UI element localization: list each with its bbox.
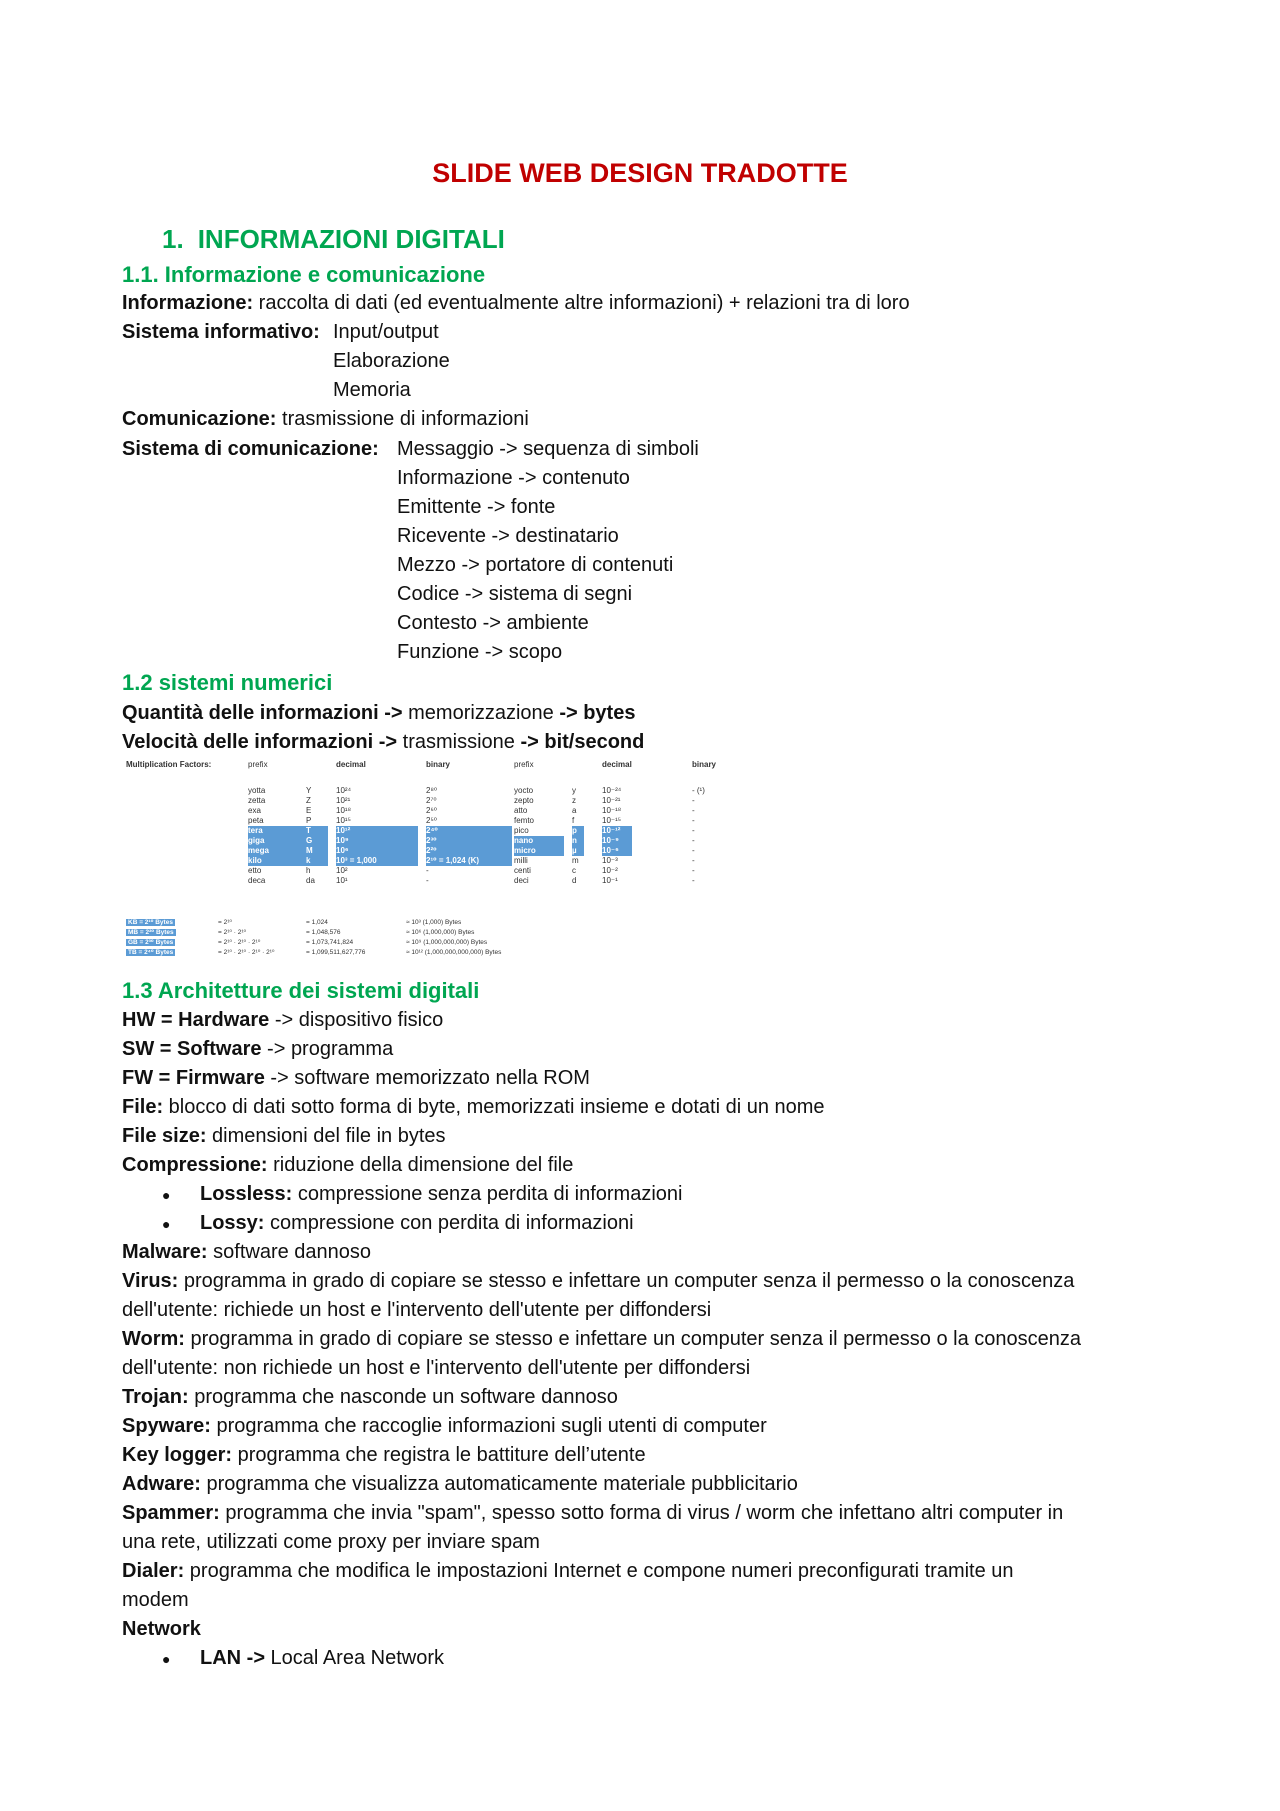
table-cell: kilo	[248, 856, 328, 866]
table-cell: 10⁻²	[602, 866, 618, 875]
term: Spyware:	[122, 1415, 211, 1437]
definition-virus	[122, 1270, 1074, 1293]
table-cell: 2⁷⁰	[426, 796, 437, 805]
term: Trojan:	[122, 1386, 189, 1408]
header-decimal: decimal	[602, 760, 632, 769]
table-cell: 2³⁰	[426, 836, 512, 846]
table-cell: Y	[306, 786, 312, 795]
list-item-lan	[162, 1647, 444, 1670]
term: Sistema informativo:	[122, 321, 320, 343]
definition-sw	[122, 1038, 393, 1061]
table-cell: 10³ = 1,000	[336, 856, 418, 866]
table-cell: 10⁻⁹	[602, 836, 632, 846]
sistema-comunicazione-item: Emittente -> fonte	[397, 496, 556, 518]
table-cell: ≈ 10⁶ (1,000,000) Bytes	[406, 929, 475, 936]
definition-key-logger	[122, 1444, 646, 1467]
table-cell: -	[692, 796, 695, 805]
table-cell: zetta	[248, 796, 266, 805]
definition: programma che invia "spam", spesso sotto forma di virus / worm che infettano altri computer in	[219, 1502, 1064, 1524]
table-cell: 10¹⁸	[336, 806, 351, 815]
term: File:	[122, 1096, 164, 1118]
table-cell: = 2¹⁰ · 2¹⁰ · 2¹⁰	[218, 939, 261, 946]
table-cell: tera	[248, 826, 328, 836]
term: Informazione:	[122, 292, 254, 314]
definition: trasmissione di informazioni	[276, 408, 529, 430]
section-heading-1	[162, 224, 505, 255]
term: Firmware	[175, 1067, 265, 1089]
subsection-heading-1-1: 1.1. Informazione e comunicazione	[122, 262, 486, 287]
table-cell: z	[572, 796, 576, 805]
column-small-prefix	[514, 786, 564, 886]
table-cell: y	[572, 786, 576, 795]
table-cell: 10⁻²⁴	[602, 786, 622, 795]
sistema-informativo-item: Memoria	[333, 379, 411, 401]
column-approx	[406, 918, 501, 958]
table-cell: ≈ 10¹² (1,000,000,000,000) Bytes	[406, 949, 502, 956]
term-network	[122, 1618, 201, 1641]
bullet-icon: ●	[162, 1216, 171, 1232]
value: memorizzazione	[402, 702, 560, 724]
definition: programma che raccoglie informazioni sugli utenti di computer	[210, 1415, 767, 1437]
table-cell: 2²⁰	[426, 846, 512, 856]
table-cell: c	[572, 866, 576, 875]
term: Hardware	[178, 1009, 270, 1031]
table-cell: femto	[514, 816, 535, 825]
unit: -> bit/second	[520, 731, 645, 753]
term: Lossless:	[200, 1183, 293, 1205]
definition-dialer-cont: modem	[122, 1589, 189, 1611]
definition-fw	[122, 1067, 590, 1090]
table-cell: E	[306, 806, 312, 815]
column-big-decimal	[336, 786, 418, 886]
definition-adware	[122, 1473, 798, 1496]
table-cell: P	[306, 816, 312, 825]
table-cell: da	[306, 876, 315, 885]
definition: -> software memorizzato nella ROM	[264, 1067, 590, 1089]
definition-compressione	[122, 1154, 573, 1177]
velocita-line	[122, 731, 644, 754]
column-big-binary	[426, 786, 512, 886]
definition-spammer-cont: una rete, utilizzati come proxy per inviare spam	[122, 1531, 540, 1553]
table-cell: h	[306, 866, 311, 875]
table-cell: -	[692, 856, 695, 865]
table-cell: 10⁻¹⁵	[602, 816, 622, 825]
header-prefix: prefix	[514, 760, 534, 769]
table-cell: pico	[514, 826, 529, 835]
table-cell: 10⁻³	[602, 856, 618, 865]
table-cell: 2¹⁰ = 1,024 (K)	[426, 856, 512, 866]
table-cell: centi	[514, 866, 531, 875]
definition-comunicazione	[122, 408, 529, 431]
list-item-lossless	[162, 1183, 683, 1206]
term: File size:	[122, 1125, 207, 1147]
definition: programma che nasconde un software dannoso	[188, 1386, 618, 1408]
table-cell: 10⁻¹²	[602, 826, 632, 836]
table-cell: M	[306, 846, 328, 856]
term: Compressione:	[122, 1154, 268, 1176]
table-cell: ≈ 10⁹ (1,000,000,000) Bytes	[406, 939, 488, 946]
table-cell: -	[692, 826, 695, 835]
definition: programma in grado di copiare se stesso e infettare un computer senza il permesso o la conoscenza	[184, 1328, 1081, 1350]
table-cell: -	[692, 876, 695, 885]
bullet-icon: ●	[162, 1187, 171, 1203]
table-cell: d	[572, 876, 577, 885]
table-cell: f	[572, 816, 575, 825]
term: HW =	[122, 1009, 179, 1031]
sistema-comunicazione-item: Mezzo -> portatore di contenuti	[397, 554, 674, 576]
table-cell: MB = 2²⁰ Bytes	[128, 929, 174, 936]
term: Spammer:	[122, 1502, 220, 1524]
sistema-comunicazione-item: Contesto -> ambiente	[397, 612, 589, 634]
table-cell: micro	[514, 846, 564, 856]
definition: blocco di dati sotto forma di byte, memorizzati insieme e dotati di un nome	[163, 1096, 825, 1118]
term: Lossy:	[200, 1212, 265, 1234]
sistema-comunicazione-item: Ricevente -> destinatario	[397, 525, 619, 547]
table-cell: -	[692, 866, 695, 875]
table-label: Multiplication Factors:	[126, 760, 212, 769]
table-cell: etto	[248, 866, 262, 875]
value: trasmissione	[397, 731, 521, 753]
table-cell: = 1,024	[306, 919, 328, 926]
term: Malware:	[122, 1241, 208, 1263]
table-cell: = 1,073,741,824	[306, 939, 354, 946]
term: Dialer:	[122, 1560, 185, 1582]
definition-hw	[122, 1009, 443, 1032]
definition-dialer	[122, 1560, 1014, 1583]
table-cell: n	[572, 836, 584, 846]
table-cell: 10⁻⁶	[602, 846, 632, 856]
column-small-symbol	[572, 786, 584, 886]
sistema-comunicazione-term	[122, 438, 379, 461]
table-cell: peta	[248, 816, 264, 825]
bytes-table	[126, 918, 646, 964]
definition: programma che modifica le impostazioni Internet e compone numeri preconfigurati tramite un	[184, 1560, 1014, 1582]
list-item-lossy	[162, 1212, 634, 1235]
table-cell: a	[572, 806, 577, 815]
table-cell: p	[572, 826, 584, 836]
term: FW =	[122, 1067, 176, 1089]
table-cell: 10¹	[336, 876, 348, 885]
table-cell: TB = 2⁴⁰ Bytes	[128, 949, 174, 956]
table-cell: = 2¹⁰ · 2¹⁰	[218, 929, 247, 936]
unit: -> bytes	[559, 702, 636, 724]
table-cell: giga	[248, 836, 328, 846]
table-cell: 10¹⁵	[336, 816, 351, 825]
term: Adware:	[122, 1473, 201, 1495]
table-cell: -	[426, 876, 429, 885]
sistema-comunicazione-item: Codice -> sistema di segni	[397, 583, 633, 605]
table-cell: 2⁵⁰	[426, 816, 437, 825]
term: Sistema di comunicazione:	[122, 438, 379, 460]
definition-spammer	[122, 1502, 1063, 1525]
table-cell: -	[692, 846, 695, 855]
table-cell: deci	[514, 876, 529, 885]
table-cell: -	[692, 806, 695, 815]
table-cell: 10¹²	[336, 826, 418, 836]
header-decimal: decimal	[336, 760, 366, 769]
table-cell: - (¹)	[692, 786, 705, 795]
sistema-comunicazione-item: Messaggio -> sequenza di simboli	[397, 438, 699, 460]
definition-informazione	[122, 292, 910, 315]
table-cell: yocto	[514, 786, 534, 795]
definition: -> dispositivo fisico	[269, 1009, 444, 1031]
table-cell: 10⁻¹	[602, 876, 618, 885]
table-cell: 2⁶⁰	[426, 806, 437, 815]
definition: compressione con perdita di informazioni	[264, 1212, 634, 1234]
table-cell: yotta	[248, 786, 266, 795]
subsection-heading-1-2: 1.2 sistemi numerici	[122, 670, 333, 695]
term: SW =	[122, 1038, 178, 1060]
definition-worm	[122, 1328, 1081, 1351]
table-cell: = 2¹⁰ · 2¹⁰ · 2¹⁰ · 2¹⁰	[218, 949, 275, 956]
table-cell: milli	[514, 856, 528, 865]
table-cell: 10²⁴	[336, 786, 351, 795]
table-cell: 10⁶	[336, 846, 418, 856]
column-small-binary	[692, 786, 772, 886]
table-cell: T	[306, 826, 328, 836]
table-cell: 2⁴⁰	[426, 826, 512, 836]
table-cell: µ	[572, 846, 584, 856]
table-cell: atto	[514, 806, 528, 815]
bullet-icon: ●	[162, 1651, 171, 1667]
table-cell: nano	[514, 836, 564, 846]
table-cell: KB = 2¹⁰ Bytes	[128, 919, 173, 926]
term: Network	[122, 1618, 201, 1640]
term: Quantità delle informazioni ->	[122, 702, 403, 724]
term: Worm:	[122, 1328, 185, 1350]
table-cell: 10²	[336, 866, 348, 875]
table-cell: 2⁸⁰	[426, 786, 438, 795]
table-cell: -	[692, 816, 695, 825]
definition-virus-cont: dell'utente: richiede un host e l'intervento dell'utente per diffondersi	[122, 1299, 712, 1321]
definition: programma in grado di copiare se stesso e infettare un computer senza il permesso o la conoscenza	[178, 1270, 1075, 1292]
table-cell: 10⁹	[336, 836, 418, 846]
term: LAN ->	[200, 1647, 265, 1669]
column-values	[306, 918, 365, 958]
column-powers	[218, 918, 274, 958]
column-big-symbol	[306, 786, 328, 886]
table-cell: GB = 2³⁰ Bytes	[128, 939, 174, 946]
column-units	[126, 918, 176, 958]
sistema-comunicazione-item: Funzione -> scopo	[397, 641, 563, 663]
sistema-comunicazione-item: Informazione -> contenuto	[397, 467, 630, 489]
definition-worm-cont: dell'utente: non richiede un host e l'intervento dell'utente per diffondersi	[122, 1357, 751, 1379]
table-cell: -	[426, 866, 429, 875]
sistema-informativo-term	[122, 321, 320, 344]
table-cell: -	[692, 836, 695, 845]
header-prefix: prefix	[248, 760, 268, 769]
term: Virus:	[122, 1270, 179, 1292]
term: Velocità delle informazioni ->	[122, 731, 398, 753]
definition: compressione senza perdita di informazioni	[292, 1183, 683, 1205]
definition-malware	[122, 1241, 371, 1264]
table-cell: 10⁻¹⁸	[602, 806, 622, 815]
table-cell: deca	[248, 876, 266, 885]
document-title: SLIDE WEB DESIGN TRADOTTE	[432, 158, 848, 188]
table-cell: ≈ 10³ (1,000) Bytes	[406, 919, 462, 926]
header-binary: binary	[692, 760, 717, 769]
table-cell: mega	[248, 846, 328, 856]
definition: raccolta di dati (ed eventualmente altre informazioni) + relazioni tra di loro	[253, 292, 910, 314]
definition-file	[122, 1096, 825, 1119]
definition: dimensioni del file in bytes	[206, 1125, 446, 1147]
term: Key logger:	[122, 1444, 233, 1466]
definition-spyware	[122, 1415, 767, 1438]
table-cell: 10⁻²¹	[602, 796, 621, 805]
table-cell: G	[306, 836, 328, 846]
table-cell: k	[306, 856, 328, 866]
header-binary: binary	[426, 760, 451, 769]
definition: -> programma	[261, 1038, 394, 1060]
column-small-decimal	[602, 786, 632, 886]
table-cell: m	[572, 856, 579, 865]
subsection-heading-1-3: 1.3 Architetture dei sistemi digitali	[122, 978, 480, 1003]
table-cell: Z	[306, 796, 311, 805]
definition: riduzione della dimensione del file	[267, 1154, 574, 1176]
table-cell: exa	[248, 806, 261, 815]
sistema-informativo-item: Elaborazione	[333, 350, 450, 372]
table-cell: 10²¹	[336, 796, 351, 805]
table-cell: = 2¹⁰	[218, 919, 232, 926]
definition: software dannoso	[207, 1241, 372, 1263]
definition: programma che visualizza automaticamente materiale pubblicitario	[200, 1473, 798, 1495]
quantita-line	[122, 702, 635, 725]
definition: Local Area Network	[265, 1647, 444, 1669]
table-cell: = 1,048,576	[306, 929, 341, 936]
section-label: INFORMAZIONI DIGITALI	[197, 224, 505, 254]
definition-file-size	[122, 1125, 446, 1148]
section-number: 1.	[162, 224, 184, 254]
sistema-informativo-item: Input/output	[333, 321, 439, 343]
definition: programma che registra le battiture dell’utente	[232, 1444, 646, 1466]
term: Comunicazione:	[122, 408, 277, 430]
table-cell: zepto	[514, 796, 534, 805]
definition-trojan	[122, 1386, 618, 1409]
table-cell: = 1,099,511,627,776	[306, 949, 366, 956]
term: Software	[177, 1038, 262, 1060]
